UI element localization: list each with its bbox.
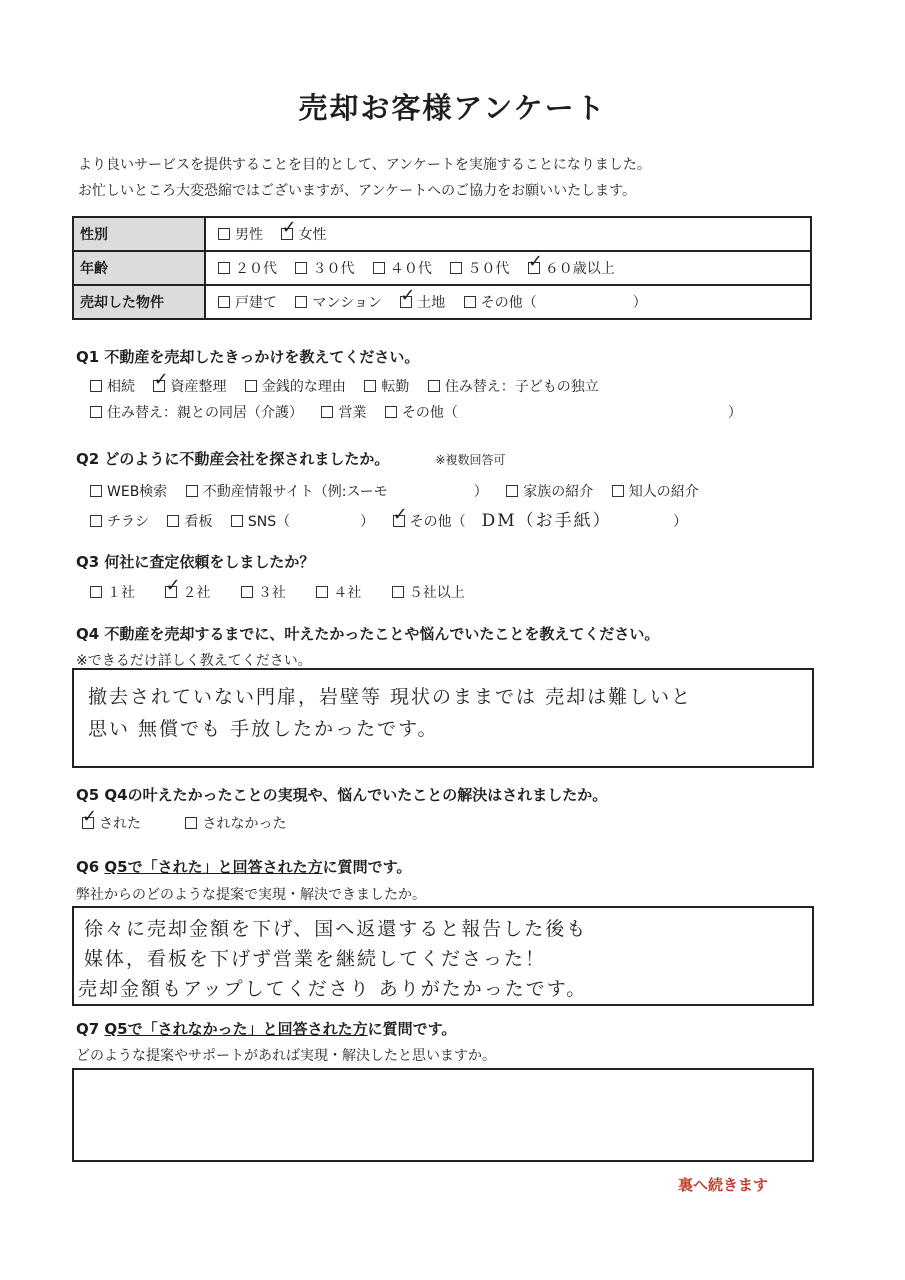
intro-line-1: より良いサービスを提供することを目的として、アンケートを実施することになりました。 xyxy=(78,157,651,173)
gender-female[interactable]: ✓ 女性 xyxy=(281,224,326,244)
gender-male[interactable]: 男性 xyxy=(218,224,263,244)
age-60plus[interactable]: ✓ ６０歳以上 xyxy=(528,258,615,278)
q4-answer-line-2: 思い 無償でも 手放したかったです。 xyxy=(88,718,439,740)
checkbox-checked-icon[interactable] xyxy=(82,817,94,829)
q1-inheritance[interactable]: 相続 xyxy=(90,376,135,396)
age-40s[interactable]: ４０代 xyxy=(373,258,432,278)
checkbox-icon[interactable] xyxy=(185,817,197,829)
q1-asset-arrangement[interactable]: ✓ 資産整理 xyxy=(153,376,226,396)
q2-other[interactable]: ✓ その他（ DM（お手紙） ） xyxy=(393,506,688,531)
checkbox-icon[interactable] xyxy=(186,485,198,497)
q2-signboard[interactable]: 看板 xyxy=(167,511,212,531)
checkbox-checked-icon[interactable] xyxy=(165,586,177,598)
checkbox-icon[interactable] xyxy=(385,406,397,418)
checkbox-icon[interactable] xyxy=(241,586,253,598)
checkbox-icon[interactable] xyxy=(373,262,385,274)
checkbox-icon[interactable] xyxy=(231,515,243,527)
checkbox-icon[interactable] xyxy=(506,485,518,497)
q2-acquaintance-referral[interactable]: 知人の紹介 xyxy=(612,481,699,501)
q2-options-row-1 xyxy=(90,481,713,501)
q3-question: Q3 何社に査定依頼をしましたか？ xyxy=(76,553,315,571)
q2-web-search[interactable]: WEB検索 xyxy=(90,481,167,501)
q4-question: Q4 不動産を売却するまでに、叶えたかったことや悩んでいたことを教えてください。 xyxy=(76,625,660,643)
q2-other-answer: DM（お手紙） xyxy=(481,511,604,531)
checkbox-icon[interactable] xyxy=(316,586,328,598)
q1-transfer[interactable]: 転勤 xyxy=(364,376,409,396)
q1-options-row-1 xyxy=(90,376,613,396)
q6-question: Q6 Q5で「された」と回答された方に質問です。 xyxy=(76,858,412,876)
checkbox-checked-icon[interactable] xyxy=(393,515,405,527)
q7-sub: どのような提案やサポートがあれば実現・解決したと思いますか。 xyxy=(76,1048,496,1064)
q6-sub: 弊社からのどのような提案で実現・解決できましたか。 xyxy=(76,887,426,903)
checkbox-icon[interactable] xyxy=(428,380,440,392)
checkbox-checked-icon[interactable] xyxy=(400,296,412,308)
property-row xyxy=(73,285,811,319)
age-row xyxy=(73,251,811,285)
q1-relocation-child[interactable]: 住み替え：子どもの独立 xyxy=(428,376,599,396)
checkbox-icon[interactable] xyxy=(450,262,462,274)
property-label: 売却した物件 xyxy=(73,285,205,319)
checkbox-icon[interactable] xyxy=(90,515,102,527)
q3-options xyxy=(90,582,479,602)
continue-note: 裏へ続きます xyxy=(678,1176,769,1194)
checkbox-icon[interactable] xyxy=(295,262,307,274)
q5-question: Q5 Q4の叶えたかったことの実現や、悩んでいたことの解決はされましたか。 xyxy=(76,786,608,804)
q4-sub: ※できるだけ詳しく教えてください。 xyxy=(76,653,312,669)
checkbox-checked-icon[interactable] xyxy=(281,228,293,240)
q2-family-referral[interactable]: 家族の紹介 xyxy=(506,481,593,501)
q3-2-companies[interactable]: ✓ ２社 xyxy=(165,582,210,602)
age-20s[interactable]: ２０代 xyxy=(218,258,277,278)
q3-4-companies[interactable]: ４社 xyxy=(316,582,361,602)
q7-question: Q7 Q5で「されなかった」と回答された方に質問です。 xyxy=(76,1020,457,1038)
q1-question: Q1 不動産を売却したきっかけを教えてください。 xyxy=(76,348,420,366)
gender-label: 性別 xyxy=(73,217,205,251)
q3-1-company[interactable]: １社 xyxy=(90,582,135,602)
checkbox-icon[interactable] xyxy=(612,485,624,497)
q6-answer-box[interactable] xyxy=(72,906,814,1006)
q1-options-row-2 xyxy=(90,402,756,422)
checkbox-icon[interactable] xyxy=(218,228,230,240)
q6-answer-line-2: 媒体，看板を下げず営業を継続してくださった！ xyxy=(84,948,547,970)
checkbox-icon[interactable] xyxy=(90,406,102,418)
property-other[interactable]: その他（ ） xyxy=(464,292,647,312)
q5-options xyxy=(82,813,300,833)
q5-not-achieved[interactable]: されなかった xyxy=(185,813,286,833)
checkbox-icon[interactable] xyxy=(90,485,102,497)
checkbox-icon[interactable] xyxy=(364,380,376,392)
q6-answer-line-3: 売却金額もアップしてくださり ありがたかったです。 xyxy=(78,978,588,1000)
q7-answer-box[interactable] xyxy=(72,1068,814,1162)
checkbox-icon[interactable] xyxy=(245,380,257,392)
gender-options xyxy=(205,217,811,251)
intro-line-2: お忙しいところ大変恐縮ではございますが、アンケートへのご協力をお願いいたします。 xyxy=(78,183,637,199)
checkbox-icon[interactable] xyxy=(90,586,102,598)
page-title: 売却お客様アンケート xyxy=(298,91,607,125)
q2-flyer[interactable]: チラシ xyxy=(90,511,149,531)
property-options xyxy=(205,285,811,319)
gender-row xyxy=(73,217,811,251)
checkbox-icon[interactable] xyxy=(392,586,404,598)
checkbox-icon[interactable] xyxy=(218,262,230,274)
q5-achieved[interactable]: ✓された xyxy=(82,813,141,833)
q1-other[interactable]: その他（ ） xyxy=(385,402,742,422)
age-50s[interactable]: ５０代 xyxy=(450,258,509,278)
q6-answer-line-1: 徐々に売却金額を下げ、国へ返還すると報告した後も xyxy=(84,918,588,940)
q4-answer-line-1: 撤去されていない門扉，岩壁等 現状のままでは 売却は難しいと xyxy=(88,686,693,708)
q1-relocation-parent[interactable]: 住み替え：親との同居（介護） xyxy=(90,402,303,422)
q2-sns[interactable]: SNS（ ） xyxy=(231,511,374,531)
q3-5plus-companies[interactable]: ５社以上 xyxy=(392,582,465,602)
checkbox-checked-icon[interactable] xyxy=(528,262,540,274)
q2-portal-site[interactable]: 不動産情報サイト（例:スーモ ） xyxy=(186,481,488,501)
q1-sales[interactable]: 営業 xyxy=(321,402,366,422)
checkbox-icon[interactable] xyxy=(90,380,102,392)
age-label: 年齢 xyxy=(73,251,205,285)
respondent-info-table xyxy=(72,216,812,320)
q1-financial[interactable]: 金銭的な理由 xyxy=(245,376,346,396)
age-options xyxy=(205,251,811,285)
checkbox-icon[interactable] xyxy=(464,296,476,308)
q4-answer-box[interactable] xyxy=(72,668,814,768)
property-mansion[interactable]: マンション xyxy=(295,292,381,312)
checkbox-icon[interactable] xyxy=(295,296,307,308)
checkbox-icon[interactable] xyxy=(218,296,230,308)
checkbox-icon[interactable] xyxy=(321,406,333,418)
checkbox-checked-icon[interactable] xyxy=(153,380,165,392)
q2-options-row-2 xyxy=(90,506,701,531)
checkbox-icon[interactable] xyxy=(167,515,179,527)
property-land[interactable]: ✓ 土地 xyxy=(400,292,445,312)
age-30s[interactable]: ３０代 xyxy=(295,258,354,278)
q2-question: Q2 どのように不動産会社を探されましたか。 ※複数回答可 xyxy=(76,450,506,468)
property-house[interactable]: 戸建て xyxy=(218,292,277,312)
q3-3-companies[interactable]: ３社 xyxy=(241,582,286,602)
q2-note: ※複数回答可 xyxy=(435,453,506,467)
